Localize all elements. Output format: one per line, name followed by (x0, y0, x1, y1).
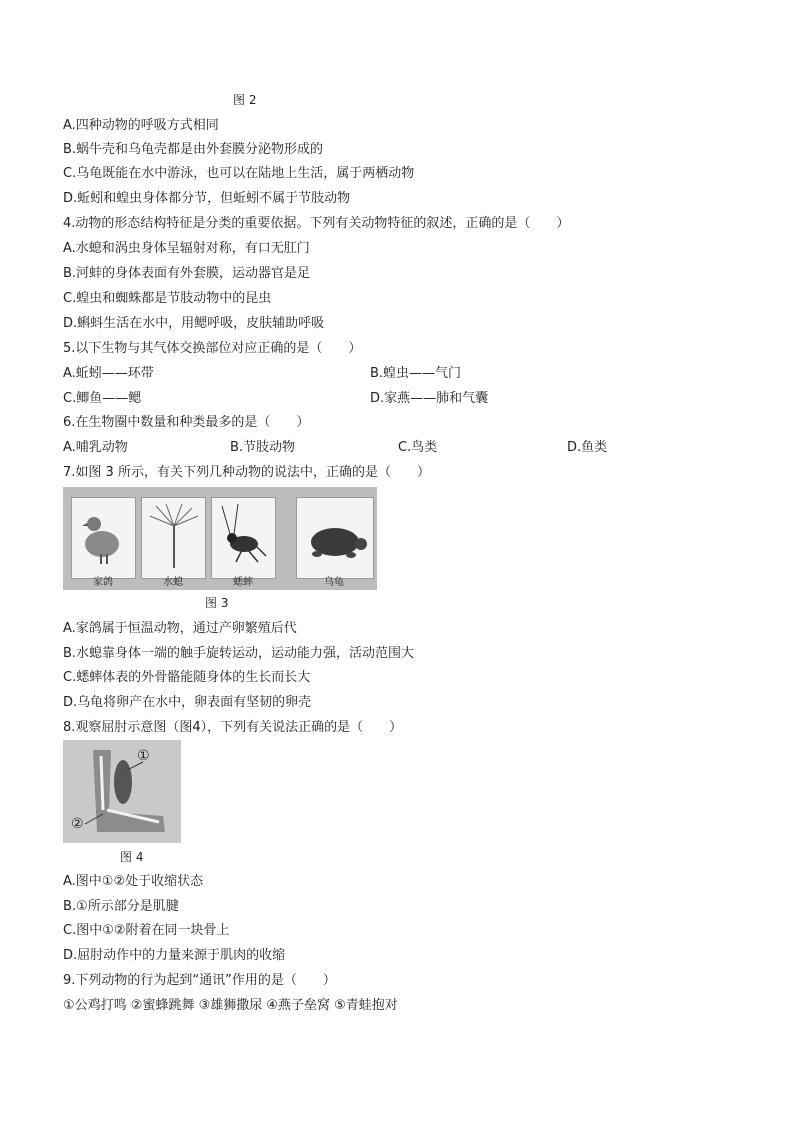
q3-option-d[interactable]: D.蚯蚓和蝗虫身体都分节，但蚯蚓不属于节肢动物 (63, 191, 351, 206)
hydra-image (141, 497, 206, 579)
question-7-stem: 7.如图 3 所示，有关下列几种动物的说法中，正确的是（ ） (63, 465, 430, 480)
q4-option-c[interactable]: C.蝗虫和蜘蛛都是节肢动物中的昆虫 (63, 291, 272, 306)
q4-option-a[interactable]: A.水螅和涡虫身体呈辐射对称，有口无肛门 (63, 241, 310, 256)
q3-option-b[interactable]: B.蜗牛壳和乌龟壳都是由外套膜分泌物形成的 (63, 142, 324, 157)
q3-option-a[interactable]: A.四种动物的呼吸方式相同 (63, 118, 219, 133)
figure-2-caption: 图 2 (233, 93, 257, 107)
pigeon-image (71, 497, 136, 579)
q5-option-b[interactable]: B.蝗虫——气门 (370, 366, 462, 381)
question-5-stem: 5.以下生物与其气体交换部位对应正确的是（ ） (63, 341, 362, 356)
q6-option-b[interactable]: B.节肢动物 (230, 440, 296, 455)
q6-option-c[interactable]: C.鸟类 (398, 440, 438, 455)
figure-4-caption: 图 4 (120, 850, 144, 864)
question-4-stem: 4.动物的形态结构特征是分类的重要依据。下列有关动物特征的叙述，正确的是（ ） (63, 216, 570, 231)
q8-option-c[interactable]: C.图中①②附着在同一块骨上 (63, 923, 230, 938)
marker-1: ① (137, 748, 150, 764)
question-9-stem: 9.下列动物的行为起到“通讯”作用的是（ ） (63, 973, 336, 988)
figure-4-elbow-flexion (63, 740, 181, 843)
q7-option-a[interactable]: A.家鸽属于恒温动物，通过产卵繁殖后代 (63, 621, 297, 636)
turtle-image (296, 497, 374, 579)
question-6-stem: 6.在生物圈中数量和种类最多的是（ ） (63, 415, 310, 430)
label-pigeon: 家鸽 (93, 577, 113, 588)
q7-option-d[interactable]: D.乌龟将卵产在水中，卵表面有坚韧的卵壳 (63, 695, 312, 710)
q4-option-d[interactable]: D.蝌蚪生活在水中，用鳃呼吸，皮肤辅助呼吸 (63, 316, 325, 331)
figure-3-animals (63, 487, 377, 590)
label-hydra: 水螅 (163, 577, 183, 588)
q6-option-d[interactable]: D.鱼类 (567, 440, 608, 455)
question-8-stem: 8.观察屈肘示意图（图4），下列有关说法正确的是（ ） (63, 720, 403, 735)
q6-option-a[interactable]: A.哺乳动物 (63, 440, 128, 455)
q8-option-b[interactable]: B.①所示部分是肌腱 (63, 899, 179, 914)
q5-option-c[interactable]: C.鲫鱼——鳃 (63, 391, 142, 406)
figure-3-caption: 图 3 (205, 596, 229, 610)
q4-option-b[interactable]: B.河蚌的身体表面有外套膜，运动器官是足 (63, 266, 311, 281)
q8-option-d[interactable]: D.屈肘动作中的力量来源于肌肉的收缩 (63, 948, 286, 963)
q5-option-d[interactable]: D.家燕——肺和气囊 (370, 391, 489, 406)
question-9-items: ①公鸡打鸣 ②蜜蜂跳舞 ③雄狮撒尿 ④燕子垒窝 ⑤青蛙抱对 (63, 998, 398, 1013)
q5-option-a[interactable]: A.蚯蚓——环带 (63, 366, 154, 381)
label-cricket: 蟋蟀 (233, 577, 253, 588)
marker-2: ② (71, 816, 84, 832)
q8-option-a[interactable]: A.图中①②处于收缩状态 (63, 874, 204, 889)
cricket-image (211, 497, 276, 579)
q3-option-c[interactable]: C.乌龟既能在水中游泳，也可以在陆地上生活，属于两栖动物 (63, 166, 415, 181)
label-turtle: 乌龟 (324, 577, 344, 588)
q7-option-c[interactable]: C.蟋蟀体表的外骨骼能随身体的生长而长大 (63, 670, 311, 685)
q7-option-b[interactable]: B.水螅靠身体一端的触手旋转运动，运动能力强，活动范围大 (63, 646, 415, 661)
